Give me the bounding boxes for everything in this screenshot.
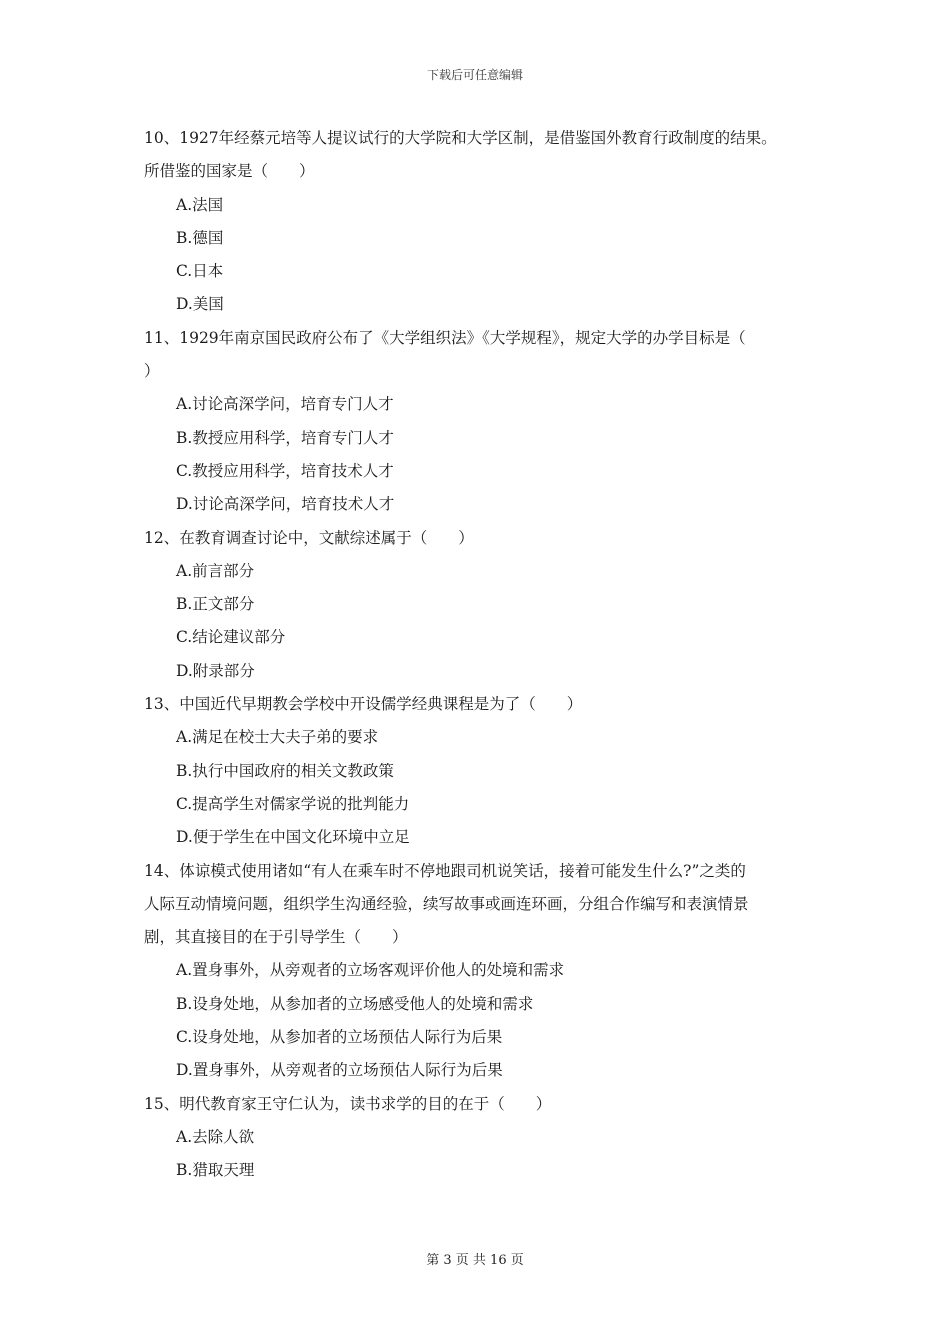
- option-d: D.讨论高深学问，培育技术人才: [176, 495, 395, 514]
- option-c: C.教授应用科学，培育技术人才: [176, 461, 394, 480]
- option-a: A.讨论高深学问，培育专门人才: [176, 395, 394, 414]
- question-stem-line: 13、中国近代早期教会学校中开设儒学经典课程是为了（ ）: [144, 695, 583, 714]
- question-stem-line: 14、体谅模式使用诸如“有人在乘车时不停地跟司机说笑话，接着可能发生什么?”之类的: [144, 861, 746, 880]
- option-d: D.附录部分: [176, 661, 255, 680]
- option-a: A.满足在校士大夫子弟的要求: [176, 728, 379, 747]
- question-stem-line: 人际互动情境问题，组织学生沟通经验，续写故事或画连环画，分组合作编写和表演情景: [144, 894, 749, 913]
- question-stem-line: 所借鉴的国家是（ ）: [144, 162, 315, 181]
- option-a: A.前言部分: [176, 561, 255, 580]
- option-c: C.结论建议部分: [176, 628, 286, 647]
- option-b: B.教授应用科学，培育专门人才: [176, 428, 394, 447]
- option-d: D.置身事外，从旁观者的立场预估人际行为后果: [176, 1061, 503, 1080]
- question-stem-line: 11、1929年南京国民政府公布了《大学组织法》《大学规程》，规定大学的办学目标是（: [144, 328, 746, 347]
- option-b: B.猎取天理: [176, 1161, 255, 1180]
- option-a: A.去除人欲: [176, 1127, 255, 1146]
- option-b: B.执行中国政府的相关文教政策: [176, 761, 394, 780]
- option-d: D.便于学生在中国文化环境中立足: [176, 828, 410, 847]
- option-a: A.置身事外，从旁观者的立场客观评价他人的处境和需求: [176, 961, 565, 980]
- question-stem-line: 剧，其直接目的在于引导学生（ ）: [144, 928, 408, 947]
- question-11: [144, 322, 824, 522]
- page-header: 下载后可任意编辑: [426, 68, 523, 82]
- question-stem-line: 15、明代教育家王守仁认为，读书求学的目的在于（ ）: [144, 1094, 552, 1113]
- question-stem-line: ）: [144, 362, 160, 381]
- question-10: [144, 122, 824, 322]
- option-b: B.设身处地，从参加者的立场感受他人的处境和需求: [176, 994, 534, 1013]
- option-a: A.法国: [176, 195, 224, 214]
- question-15: [144, 1088, 824, 1188]
- question-12: [144, 522, 824, 688]
- option-c: C.提高学生对儒家学说的批判能力: [176, 794, 410, 813]
- question-13: [144, 688, 824, 854]
- option-d: D.美国: [176, 295, 224, 314]
- question-stem-line: 12、在教育调查讨论中，文献综述属于（ ）: [144, 528, 474, 547]
- page-footer: 第 3 页 共 16 页: [426, 1253, 524, 1268]
- option-c: C.设身处地，从参加者的立场预估人际行为后果: [176, 1028, 503, 1047]
- question-list: [144, 122, 824, 1188]
- question-14: [144, 855, 824, 1088]
- question-stem-line: 10、1927年经蔡元培等人提议试行的大学院和大学区制，是借鉴国外教育行政制度的结果。: [144, 129, 777, 147]
- option-b: B.正文部分: [176, 595, 255, 614]
- option-b: B.德国: [176, 228, 224, 247]
- option-c: C.日本: [176, 262, 224, 281]
